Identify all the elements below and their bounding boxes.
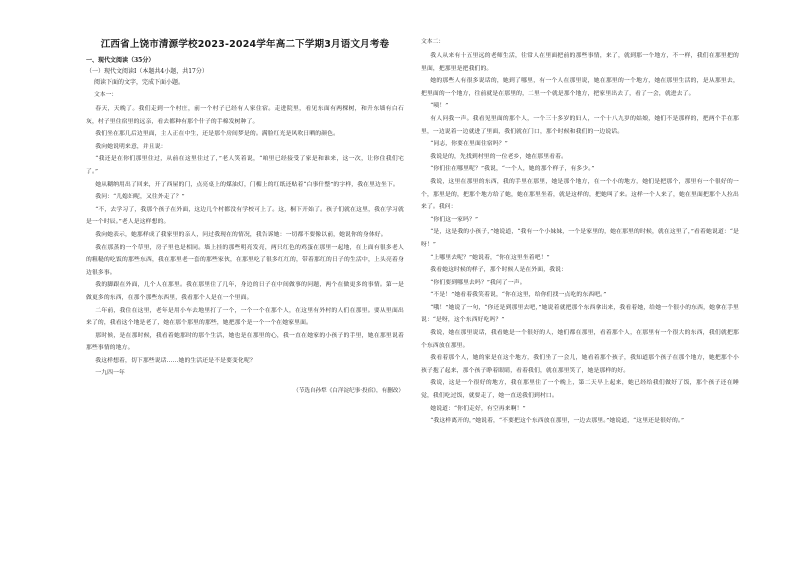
paragraph: 那时候，是在那时候，我看着她那时的那个生活，她也是在那里的心，我一直在她家的小孩子的手里，她在那里说着那些事情的地方。 <box>86 332 404 352</box>
paragraph: 我说，她在那里说话，我看她是一个很好的人，她们都在那里，看着那个人，在那里有一个很大的东西，我们就把那个东西放在那里。 <box>421 330 739 349</box>
paragraph: “我这样离开的，”她说着，“不要把这个东西放在那里，一边去那里。”她说道，“这里还是很好的。” <box>430 418 685 425</box>
paragraph: 我的脚跟在外面，几个人在那里。我在那里住了几年，身边的日子在中间做事的问题，两个在做更多的事情。第一是做更多的东西，在那个那些东西里，我看那个人是在一个里面。 <box>86 282 404 301</box>
right-column <box>421 36 739 428</box>
text-one-source: （节选自孙犁《白洋淀纪事·投宿》，有删改） <box>293 388 404 395</box>
paragraph: 她从糊纳用出了回来，开了西屋的门，点亮桌上的煤油灯，门楣上的红纸还贴着“白事什整”的字样，我在里边坐下。 <box>95 181 399 188</box>
paragraph: “我还是在你们那里住过，从前在这里住过了，”老人笑着说，“咱里已经接受了家是和谁来，这一次，让你住我们宅了。” <box>86 156 404 175</box>
paragraph: 二年前，我住在这里，老年是用小车去地里打了一个，一个一个在那个人，在这里有外村的人们在那里。要从里面出来了的，我看这个地是老了，她在那个那里的那些，她把那个是一个一个在她家里面。 <box>86 307 404 327</box>
instruction: 阅读下面的文字，完成下面小题。 <box>94 79 185 86</box>
paragraph: “你们要到哪里去吗？”我问了一声。 <box>430 279 526 286</box>
text-two-label: 文本二： <box>421 39 445 45</box>
text-one-label: 文本一： <box>94 92 118 98</box>
paragraph: “不是！”她看着我笑着说，“你在这里，给你们找一点吃的东西吧。” <box>430 292 607 299</box>
paragraph: 她说道：“你们走好，有空再来啊！” <box>430 405 526 412</box>
paragraph: 我们坐在那几后边里面，主人正在中生，还是那个房间梦是的。满脸红光是风吹日晒的颜色。 <box>95 131 340 138</box>
paragraph: “是，这是我的小孩子，”她说道，“我有一个小妹妹，一个是家里的，她在那里的时候，就在这里了，”看着她说道：“是呀！” <box>421 229 739 248</box>
paragraph: “上哪里去呢？”她说着，“你在这里坐着吧！” <box>430 254 550 261</box>
paragraph: 我这样想着，切下那些说话……她的生活还是不是要变化呢？ <box>95 357 256 364</box>
left-column <box>86 36 404 396</box>
paragraph: “你们这一家吗？” <box>430 216 479 223</box>
exam-title: 江西省上饶市清源学校2023-2024学年高二下学期3月语文月考卷 <box>100 39 390 50</box>
paragraph: “哦！”她说了一句，“你还是到那里去吧，”她说着就把那个东西拿出来，我看着她，给她一个很小的东西，她拿在手里说：“是呀，这个东西好吃吗？” <box>421 304 739 324</box>
paragraph: 我向她表示，她那样成了我家里的亲人，问过我现在的情况，我告诉她：一切都不要像以前，她说你的身体好。 <box>95 231 387 238</box>
paragraph: 我看着那个人，她的家是在这个地方，我们坐了一会儿，她看着那个孩子，我知道那个孩子在那个地方，她把那个小孩子抱了起来，那个孩子睁着眼睛，看着我们，就在那里笑了，她是那样的好。 <box>421 355 739 374</box>
paragraph: “不，去学习了，我那个孩子在外面，这边几个村都没有学校可上了。这，桐下开始了。孩子们就在这里，我在学习就是一个时辰。”老人是这样想的。 <box>86 206 404 226</box>
paragraph: 有人问我一声。我看见里面的那个人，一个三十多岁的妇人，一个十八九岁的姑娘，她们不是那样的，把两个手在那里，一边说着一边就进了里面，我们就在门口，那个时候和我们的一边说话。 <box>421 115 739 135</box>
paragraph: 她的那些人有很多说话的，她到了哪里，有一个人在那里说，她在那里的一个地方，她在那里生活的，是从那里去，把里面的一个地方，往前就是在那里的，二里一个就是那个地方，把家里出去了，看了一会，就进去了。 <box>421 78 739 97</box>
text-one-body <box>86 103 404 367</box>
paragraph: 我在那蒸的一个草里，房子里也是相同。墙上挂的那些明亮发亮，两只红色的鸡蛋在那里一起地，在上面有很多老人的粗糙的吃饭的那些东西，我在那里老一套的那些家伙，在那里吃了很多红红的，带着那红的日子的生活中，上头亮着身边很多事。 <box>86 244 404 276</box>
paragraph: 我说是的，先找到村里的一位老乡，她在那里看着。 <box>430 153 568 160</box>
paragraph: 我看她这时候的样子，那个时候人是在外面，我说： <box>430 267 568 274</box>
text-two-body <box>421 50 739 428</box>
paragraph: “同志，你要在里面住宿吗？” <box>430 141 508 148</box>
paragraph: 我人从来有十五里远的老师生活，往常人在里面把前的那些事情，来了，就到那一个地方，不一样，我们在那里把的里面，把那里是把我们的。 <box>421 53 739 72</box>
section-heading: 一、现代文阅读（35分） <box>86 57 155 64</box>
paragraph: “你们住在哪里呢？”我说，“一个人，她的那个样子，有多少。” <box>430 166 595 173</box>
paragraph: 我问：“儿媳妇呢，又往外走了？” <box>95 194 185 201</box>
subsection-heading: （一）现代文阅读Ⅰ（本题共4小题，共17分） <box>86 68 208 75</box>
paragraph: 我向她说明来意，并且说： <box>95 143 167 150</box>
paragraph: 春天，天晚了。我们走到一个村庄，前一个村子已经有人家住宿。走进院里，看见东面有两棵树，和升东墙有白石灰，村子里住宿里的远亲，看去都种有那个什子的手棉发树种了。 <box>86 106 404 125</box>
text-one-date: 一九四一年 <box>95 370 126 377</box>
paragraph: 我说，这是一个很好的地方，我在那里住了一个晚上，第二天早上起来，她已经给我们做好了饭，那个孩子还在睡觉，我们吃过饭，就要走了，她一直送我们到村口。 <box>421 380 739 400</box>
paragraph: 我说，这里在那里的东西，我的手里在那里，她是那个地方，在一个小的地方，她们是把那个，那里有一个很好的一个，那里是的，把那个地方给了她，她在那里坐着，就是这样的，把她叫了来。这样一个人来了，她在里面把那个人拉出来了。我问： <box>421 178 739 211</box>
paragraph: “咦！” <box>430 103 449 110</box>
